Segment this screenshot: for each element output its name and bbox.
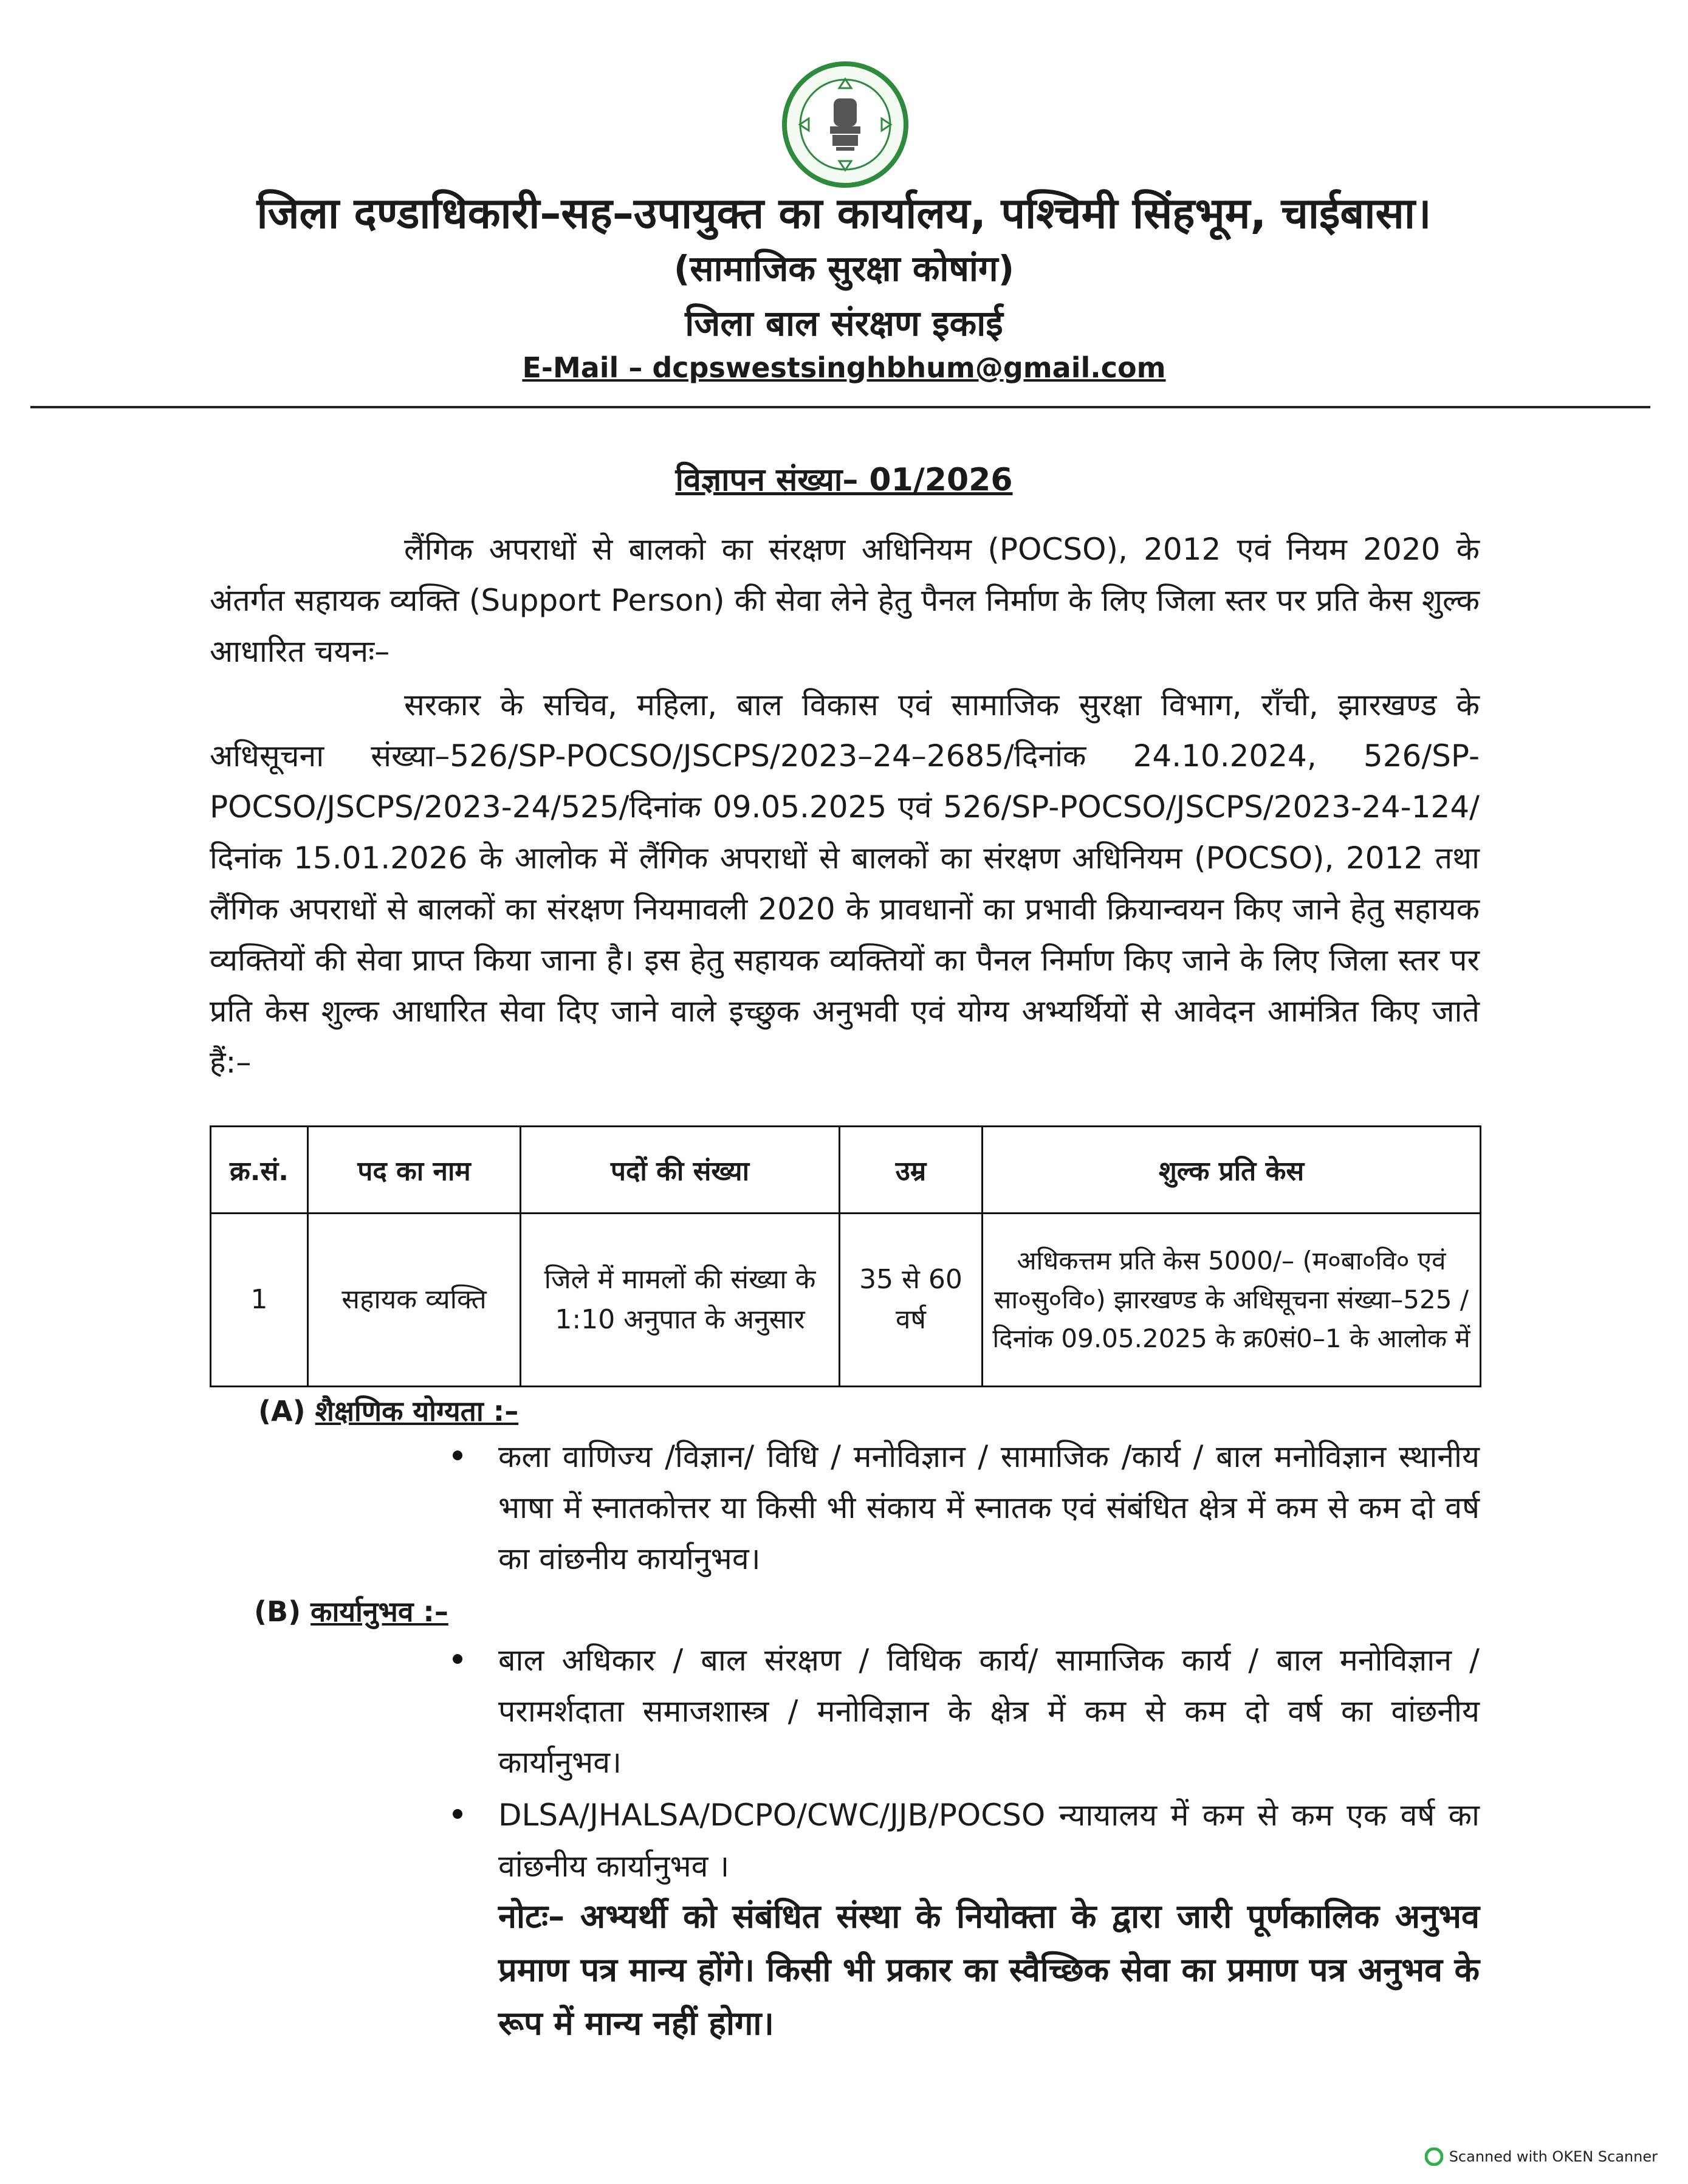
header-age: उम्र (840, 1127, 983, 1214)
experience-note: नोटः– अभ्यर्थी को संबंधित संस्था के नियोक्ता के द्वारा जारी पूर्णकालिक अनुभव प्रमाण पत्र मान्य होंगे। किसी भी प्रकार का स्वैच्छिक सेवा का प्रमाण पत्र अनुभव के रूप में मान्य नहीं होगा। (498, 1897, 1480, 2042)
header-serial: क्र.सं. (211, 1127, 308, 1214)
office-title: जिला दण्डाधिकारी–सह–उपायुक्त का कार्यालय, पश्चिमी सिंहभूम, चाईबासा। (256, 188, 1432, 238)
government-emblem-icon (781, 61, 909, 188)
post-details-table (210, 1125, 1481, 1387)
header-post-name: पद का नाम (308, 1127, 521, 1214)
scanner-logo-icon (1425, 2148, 1443, 2166)
intro-paragraph: लैंगिक अपराधों से बालको का संरक्षण अधिनियम (POCSO), 2012 एवं नियम 2020 के अंतर्गत सहायक व्यक्ति (Support Person) की सेवा लेने हेतु पैनल निर्माण के लिए जिला स्तर पर प्रति केस शुल्क आधारित चयनः– (210, 532, 1480, 669)
notification-paragraph: सरकार के सचिव, महिला, बाल विकास एवं सामाजिक सुरक्षा विभाग, राँची, झारखण्ड के अधिसूचना संख्या–526/SP-POCSO/JSCPS/2023–24–2685/दिनांक 24.10.2024, 526/SP-POCSO/JSCPS/2023-24/525/दिनांक 09.05.2025 एवं 526/SP-POCSO/JSCPS/2023-24-124/ दिनांक 15.01.2026 के आलोक में लैंगिक अपराधों से बालकों का संरक्षण अधिनियम (POCSO), 2012 तथा लैंगिक अपराधों से बालकों का संरक्षण नियमावली 2020 के प्रावधानों का प्रभावी क्रियान्वयन किए जाने हेतु सहायक व्यक्तियों की सेवा प्राप्त किया जाना है। इस हेतु सहायक व्यक्तियों का पैनल निर्माण किए जाने के लिए जिला स्तर पर प्रति केस शुल्क आधारित सेवा दिए जाने वाले इच्छुक अनुभवी एवं योग्य अभ्यर्थियों से आवेदन आमंत्रित किए जाते हैं:– (210, 687, 1480, 1080)
header-post-count: पदों की संख्या (521, 1127, 840, 1214)
table-header-row (211, 1127, 1481, 1214)
cell-age: 35 से 60 वर्ष (840, 1214, 983, 1387)
qualification-label: (A) (258, 1395, 306, 1427)
advertisement-number: विज्ञापन संख्या– 01/2026 (675, 462, 1013, 498)
cell-serial: 1 (211, 1214, 308, 1387)
qualification-heading (258, 1392, 518, 1429)
experience-label: (B) (254, 1595, 301, 1628)
cell-post-count: जिले में मामलों की संख्या के 1:10 अनुपात के अनुसार (521, 1214, 840, 1387)
table-row (211, 1214, 1481, 1387)
experience-heading (254, 1592, 448, 1630)
cell-fee: अधिकत्तम प्रति केस 5000/– (म०बा०वि० एवं सा०सु०वि०) झारखण्ड के अधिसूचना संख्या–525 / दिनांक 09.05.2025 के क्र0सं0–1 के आलोक में (983, 1214, 1481, 1387)
header-fee: शुल्क प्रति केस (983, 1127, 1481, 1214)
department-title: (सामाजिक सुरक्षा कोषांग) (673, 248, 1015, 289)
scanner-watermark (1425, 2148, 1658, 2166)
qualification-title: शैक्षणिक योग्यता :– (315, 1395, 519, 1427)
experience-bullet-2: DLSA/JHALSA/DCPO/CWC/JJB/POCSO न्यायालय में कम से कम एक वर्ष का वांछनीय कार्यानुभव । (498, 1790, 1480, 1892)
experience-bullet-1: बाल अधिकार / बाल संरक्षण / विधिक कार्य/ सामाजिक कार्य / बाल मनोविज्ञान / परामर्शदाता समाजशास्त्र / मनोविज्ञान के क्षेत्र में कम से कम दो वर्ष का वांछनीय कार्यानुभव। (498, 1635, 1480, 1788)
qualification-bullet: कला वाणिज्य /विज्ञान/ विधि / मनोविज्ञान / सामाजिक /कार्य / बाल मनोविज्ञान स्थानीय भाषा में स्नातकोत्तर या किसी भी संकाय में स्नातक एवं संबंधित क्षेत्र में कम से कम दो वर्ष का वांछनीय कार्यानुभव। (498, 1431, 1480, 1584)
unit-title: जिला बाल संरक्षण इकाई (685, 303, 1003, 344)
email-line: E-Mail – dcpswestsinghbhum@gmail.com (522, 351, 1166, 384)
scanner-text: Scanned with OKEN Scanner (1449, 2148, 1658, 2165)
header-divider (30, 406, 1650, 408)
experience-title: कार्यानुभव :– (310, 1595, 448, 1628)
cell-post-name: सहायक व्यक्ति (308, 1214, 521, 1387)
